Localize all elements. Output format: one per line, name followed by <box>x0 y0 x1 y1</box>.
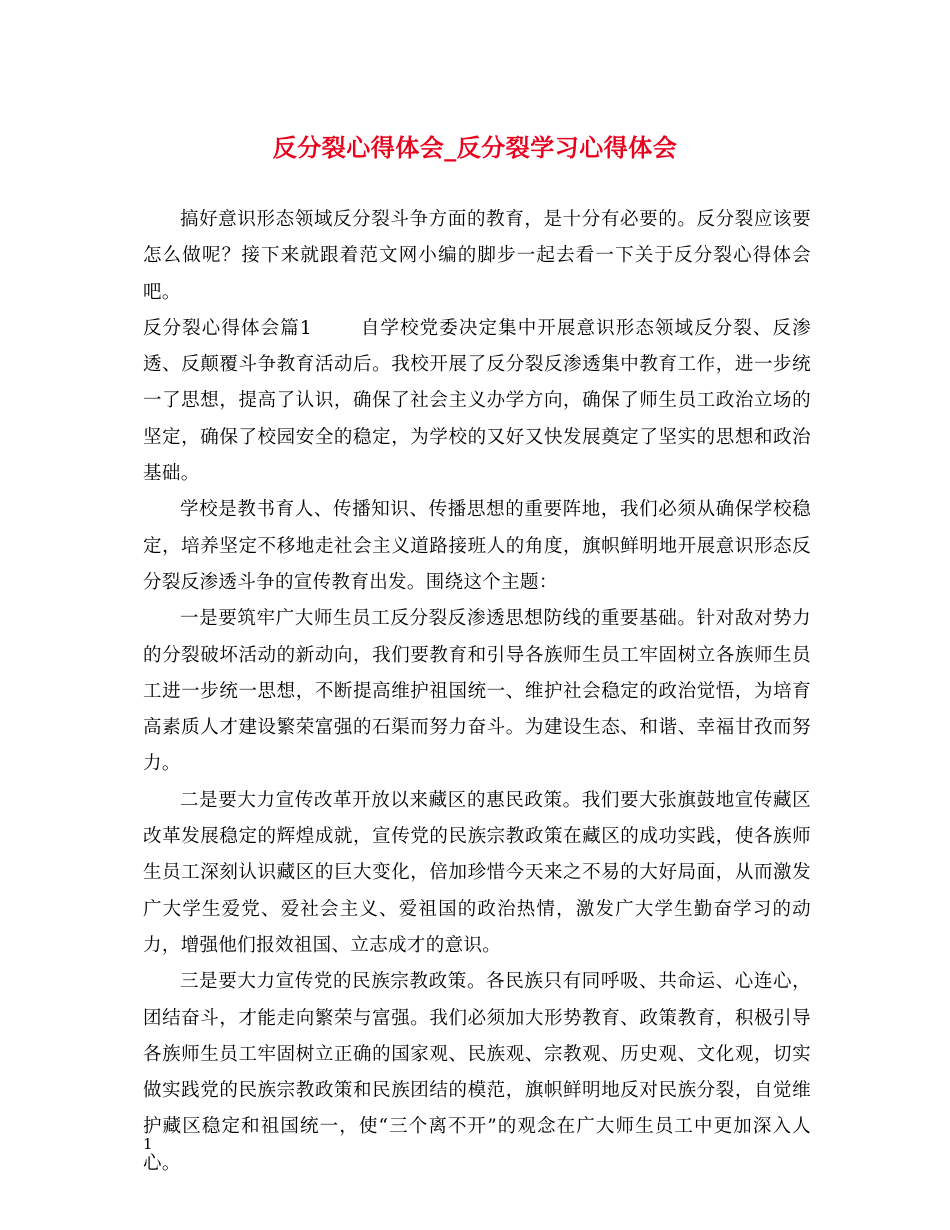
section-1-paragraph <box>143 311 811 492</box>
body-paragraph: 二是要大力宣传改革开放以来藏区的惠民政策。我们要大张旗鼓地宣传藏区改革发展稳定的辉煌成就，宣传党的民族宗教政策在藏区的成功实践，使各族师生员工深刻认识藏区的巨大变化，倍加珍惜今天来之不易的大好局面，从而激发广大学生爱党、爱社会主义、爱祖国的政治热情，激发广大学生勤奋学习的动力，增强他们报效祖国、立志成才的意识。 <box>143 789 811 956</box>
page-number: 1 <box>143 1135 153 1153</box>
document-body <box>143 202 811 1182</box>
body-paragraph: 一是要筑牢广大师生员工反分裂反渗透思想防线的重要基础。针对敌对势力的分裂破坏活动的新动向，我们要教育和引导各族师生员工牢固树立各族师生员工进一步统一思想，不断提高维护祖国统一、维护社会稳定的政治觉悟，为培育高素质人才建设繁荣富强的石渠而努力奋斗。为建设生态、和谐、幸福甘孜而努力。 <box>143 608 811 775</box>
section-first-paragraph-text: 自学校党委决定集中开展意识形态领域反分裂、反渗透、反颠覆斗争教育活动后。我校开展了反分裂反渗透集中教育工作，进一步统一了思想，提高了认识，确保了社会主义办学方向，确保了师生员工政治立场的坚定，确保了校园安全的稳定，为学校的又好又快发展奠定了坚实的思想和政治基础。 <box>143 317 811 485</box>
intro-paragraph: 搞好意识形态领域反分裂斗争方面的教育，是十分有必要的。反分裂应该要怎么做呢？接下来就跟着范文网小编的脚步一起去看一下关于反分裂心得体会吧。 <box>143 209 811 303</box>
section-heading: 反分裂心得体会篇1 <box>143 317 312 339</box>
body-paragraph: 学校是教书育人、传播知识、传播思想的重要阵地，我们必须从确保学校稳定，培养坚定不移地走社会主义道路接班人的角度，旗帜鲜明地开展意识形态反分裂反渗透斗争的宣传教育出发。围绕这个主题： <box>143 499 811 593</box>
body-paragraph: 三是要大力宣传党的民族宗教政策。各民族只有同呼吸、共命运、心连心，团结奋斗，才能走向繁荣与富强。我们必须加大形势教育、政策教育，积极引导各族师生员工牢固树立正确的国家观、民族观、宗教观、历史观、文化观，切实做实践党的民族宗教政策和民族团结的模范，旗帜鲜明地反对民族分裂，自觉维护藏区稳定和祖国统一，使“三个离不开”的观念在广大师生员工中更加深入人心。 <box>143 971 811 1174</box>
document-title: 反分裂心得体会_反分裂学习心得体会 <box>272 133 678 162</box>
